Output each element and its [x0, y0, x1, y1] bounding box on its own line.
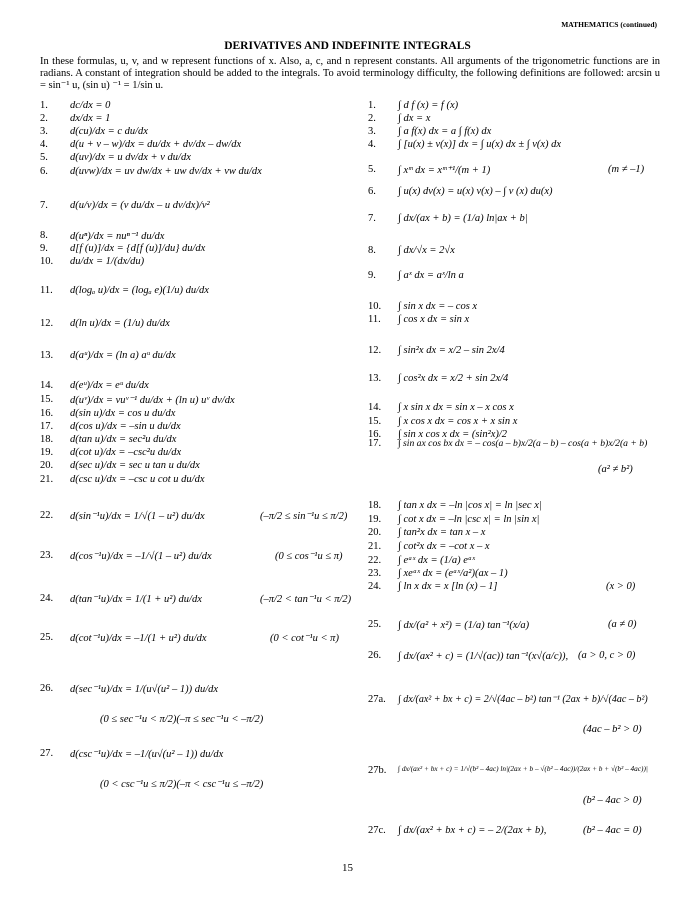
intro-paragraph: In these formulas, u, v, and w represent functions of x. Also, a, c, and n represent constants. All arguments of the trigonometric functions are in radians. A constant of integration should be added to the integrals. To avoid terminology difficulty, the following definitions are followed: arcsin u = sin⁻¹ u, (sin u) ⁻¹ = 1/sin u. [40, 56, 660, 91]
formula-number: 2. [40, 113, 48, 124]
formula-expression: d(cos⁻¹u)/dx = –1/√(1 – u²) du/dx [70, 551, 212, 562]
formula-number: 16. [40, 408, 54, 419]
derivatives-column [40, 0, 360, 899]
formula-number: 27c. [368, 825, 386, 836]
formula-condition: (4ac – b² > 0) [583, 724, 642, 735]
formula-number: 26. [368, 650, 382, 661]
formula-number: 19. [40, 447, 54, 458]
formula-expression: d(aᵘ)/dx = (ln a) aᵘ du/dx [70, 350, 176, 361]
formula-condition: (a ≠ 0) [608, 619, 637, 630]
formula-number: 10. [368, 301, 382, 312]
formula-expression: d(ln u)/dx = (1/u) du/dx [70, 318, 170, 329]
formula-expression: ∫ xᵐ dx = xᵐ⁺¹/(m + 1) [398, 165, 491, 176]
formula-number: 7. [368, 213, 376, 224]
formula-number: 21. [368, 541, 382, 552]
formula-expression: du/dx = 1/(dx/du) [70, 256, 145, 267]
formula-number: 18. [40, 434, 54, 445]
formula-number: 12. [368, 345, 382, 356]
formula-number: 9. [368, 270, 376, 281]
formula-expression: ∫ cos²x dx = x/2 + sin 2x/4 [398, 373, 509, 384]
formula-expression: dc/dx = 0 [70, 100, 111, 111]
formula-expression: d(sec u)/dx = sec u tan u du/dx [70, 460, 200, 471]
formula-expression: ∫ dx = x [398, 113, 431, 124]
formula-number: 8. [40, 230, 48, 241]
formula-expression: ∫ [u(x) ± v(x)] dx = ∫ u(x) dx ± ∫ v(x) dx [398, 139, 562, 150]
formula-expression: ∫ d f (x) = f (x) [398, 100, 459, 111]
formula-expression: ∫ dx/(ax + b) = (1/a) ln|ax + b| [398, 213, 528, 224]
formula-number: 27b. [368, 765, 387, 776]
formula-number: 15. [40, 394, 54, 405]
formula-expression: ∫ sin ax cos bx dx = – cos(a – b)x/2(a – b) – cos(a + b)x/2(a + b) [398, 438, 648, 449]
formula-expression: ∫ cos x dx = sin x [398, 314, 470, 325]
formula-number: 14. [40, 380, 54, 391]
formula-number: 14. [368, 402, 382, 413]
formula-number: 12. [40, 318, 54, 329]
formula-number: 15. [368, 416, 382, 427]
formula-expression: ∫ cot²x dx = –cot x – x [398, 541, 490, 552]
formula-number: 23. [40, 550, 54, 561]
formula-number: 6. [368, 186, 376, 197]
formula-condition: (0 < csc⁻¹u ≤ π/2)(–π < csc⁻¹u ≤ –π/2) [100, 779, 264, 790]
formula-expression: ∫ eᵃˣ dx = (1/a) eᵃˣ [398, 555, 476, 566]
formula-number: 24. [40, 593, 54, 604]
formula-number: 11. [40, 285, 53, 296]
formula-expression: ∫ ln x dx = x [ln (x) – 1] [398, 581, 498, 592]
formula-number: 16. [368, 429, 382, 440]
section-header: MATHEMATICS (continued) [561, 20, 657, 29]
formula-number: 4. [40, 139, 48, 150]
formula-number: 6. [40, 166, 48, 177]
page-title: DERIVATIVES AND INDEFINITE INTEGRALS [224, 40, 471, 52]
formula-number: 20. [368, 527, 382, 538]
formula-number: 25. [40, 632, 54, 643]
formula-condition: (0 ≤ cos⁻¹u ≤ π) [275, 551, 343, 562]
formula-number: 27. [40, 748, 54, 759]
formula-number: 1. [40, 100, 48, 111]
formula-expression: d(csc u)/dx = –csc u cot u du/dx [70, 474, 205, 485]
formula-number: 17. [368, 438, 382, 449]
formula-condition: (b² – 4ac = 0) [583, 825, 642, 836]
formula-number: 3. [40, 126, 48, 137]
formula-number: 11. [368, 314, 381, 325]
formula-expression: d(u + v – w)/dx = du/dx + dv/dx – dw/dx [70, 139, 242, 150]
formula-number: 2. [368, 113, 376, 124]
formula-number: 10. [40, 256, 54, 267]
formula-expression: ∫ dx/√x = 2√x [398, 245, 455, 256]
formula-number: 8. [368, 245, 376, 256]
formula-expression: ∫ dx/(a² + x²) = (1/a) tan⁻¹(x/a) [398, 620, 530, 631]
formula-number: 22. [40, 510, 54, 521]
formula-expression: d[f (u)]/dx = {d[f (u)]/du} du/dx [70, 243, 206, 254]
formula-expression: ∫ dx/(ax² + c) = (1/√(ac)) tan⁻¹(x√(a/c)), [398, 651, 569, 662]
formula-condition: (0 < cot⁻¹u < π) [270, 633, 339, 644]
formula-condition: (x > 0) [606, 581, 636, 592]
formula-expression: d(csc⁻¹u)/dx = –1/(u√(u² – 1)) du/dx [70, 749, 224, 760]
formula-expression: ∫ cot x dx = –ln |csc x| = ln |sin x| [398, 514, 540, 525]
formula-number: 7. [40, 200, 48, 211]
formula-expression: d(sin u)/dx = cos u du/dx [70, 408, 176, 419]
formula-condition: (0 ≤ sec⁻¹u < π/2)(–π ≤ sec⁻¹u < –π/2) [100, 714, 264, 725]
formula-expression: d(uᵛ)/dx = vuᵛ⁻¹ du/dx + (ln u) uᵛ dv/dx [70, 395, 235, 406]
formula-number: 22. [368, 555, 382, 566]
formula-expression: ∫ aˣ dx = aˣ/ln a [398, 270, 464, 281]
formula-expression: d(tan⁻¹u)/dx = 1/(1 + u²) du/dx [70, 594, 202, 605]
integrals-column [368, 0, 658, 899]
formula-number: 17. [40, 421, 54, 432]
formula-number: 13. [40, 350, 54, 361]
formula-expression: d(sec⁻¹u)/dx = 1/(u√(u² – 1)) du/dx [70, 684, 219, 695]
formula-expression: d(uv)/dx = u dv/dx + v du/dx [70, 152, 191, 163]
formula-expression: d(cu)/dx = c du/dx [70, 126, 148, 137]
formula-expression: ∫ dx/(ax² + bx + c) = 2/√(4ac – b²) tan⁻¹ (2ax + b)/√(4ac – b²) [398, 694, 648, 705]
formula-expression: d(cos u)/dx = –sin u du/dx [70, 421, 181, 432]
formula-condition: (m ≠ –1) [608, 164, 645, 175]
formula-number: 5. [368, 164, 376, 175]
formula-number: 24. [368, 581, 382, 592]
formula-number: 26. [40, 683, 54, 694]
formula-number: 21. [40, 474, 54, 485]
formula-expression: d(sin⁻¹u)/dx = 1/√(1 – u²) du/dx [70, 511, 205, 522]
formula-expression: dx/dx = 1 [70, 113, 111, 124]
formula-expression: d(tan u)/dx = sec²u du/dx [70, 434, 177, 445]
formula-expression: ∫ xeᵃˣ dx = (eᵃˣ/a²)(ax – 1) [398, 568, 508, 579]
formula-expression: d(logₐ u)/dx = (logₐ e)(1/u) du/dx [70, 285, 209, 296]
formula-expression: ∫ x sin x dx = sin x – x cos x [398, 402, 514, 413]
formula-number: 23. [368, 568, 382, 579]
formula-expression: ∫ x cos x dx = cos x + x sin x [398, 416, 518, 427]
formula-expression: d(cot u)/dx = –csc²u du/dx [70, 447, 182, 458]
formula-number: 25. [368, 619, 382, 630]
formula-number: 18. [368, 500, 382, 511]
formula-expression: ∫ dx/(ax² + bx + c) = 1/√(b² – 4ac) ln|(2ax + b – √(b² – 4ac))/(2ax + b + √(b² – 4ac))| [398, 765, 648, 773]
formula-number: 27a. [368, 694, 386, 705]
formula-number: 5. [40, 152, 48, 163]
formula-number: 20. [40, 460, 54, 471]
formula-expression: d(uvw)/dx = uv dw/dx + uw dv/dx + vw du/dx [70, 166, 262, 177]
page-number: 15 [342, 862, 353, 874]
formula-expression: ∫ sin x dx = – cos x [398, 301, 478, 312]
formula-number: 9. [40, 243, 48, 254]
formula-expression: ∫ dx/(ax² + bx + c) = – 2/(2ax + b), [398, 825, 547, 836]
formula-condition: (a > 0, c > 0) [578, 650, 636, 661]
formula-number: 3. [368, 126, 376, 137]
formula-number: 19. [368, 514, 382, 525]
formula-expression: ∫ sin²x dx = x/2 – sin 2x/4 [398, 345, 505, 356]
formula-condition: (a² ≠ b²) [598, 464, 633, 475]
formula-expression: ∫ sin x cos x dx = (sin²x)/2 [398, 429, 508, 440]
formula-expression: d(cot⁻¹u)/dx = –1/(1 + u²) du/dx [70, 633, 207, 644]
formula-number: 13. [368, 373, 382, 384]
formula-expression: d(u/v)/dx = (v du/dx – u dv/dx)/v² [70, 200, 210, 211]
formula-condition: (–π/2 < tan⁻¹u < π/2) [260, 594, 352, 605]
formula-expression: ∫ tan²x dx = tan x – x [398, 527, 486, 538]
formula-expression: ∫ tan x dx = –ln |cos x| = ln |sec x| [398, 500, 542, 511]
formula-expression: d(uⁿ)/dx = nuⁿ⁻¹ du/dx [70, 231, 165, 242]
formula-condition: (–π/2 ≤ sin⁻¹u ≤ π/2) [260, 511, 348, 522]
formula-expression: ∫ u(x) dv(x) = u(x) v(x) – ∫ v (x) du(x) [398, 186, 553, 197]
formula-condition: (b² – 4ac > 0) [583, 795, 642, 806]
formula-number: 1. [368, 100, 376, 111]
formula-number: 4. [368, 139, 376, 150]
formula-expression: ∫ a f(x) dx = a ∫ f(x) dx [398, 126, 492, 137]
formula-expression: d(eᵘ)/dx = eᵘ du/dx [70, 380, 149, 391]
